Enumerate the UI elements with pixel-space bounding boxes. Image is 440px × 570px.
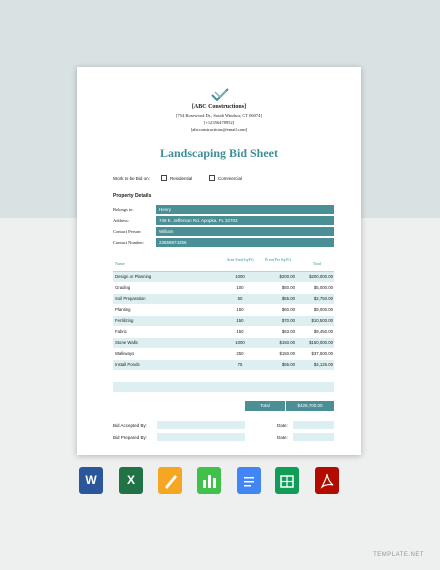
table-header [113,258,334,272]
company-address: [754 Rosewood Dr., South Windsor, CT 06074] [176,113,262,118]
row-area: 150 [236,318,244,323]
row-total: $10,500.00 [311,318,333,323]
pages-icon[interactable] [158,467,182,494]
page-title: Landscaping Bid Sheet [159,146,279,160]
row-name: Grading [115,285,131,290]
row-name: Fabric [115,329,127,334]
row-total: $2,750.00 [313,296,333,301]
row-name: Walkways [115,351,135,356]
row-total: $5,000.00 [313,285,333,290]
table-row-empty [113,382,334,392]
format-icons [0,467,440,497]
row-area: 1000 [235,274,245,279]
header-name: Name [115,261,125,266]
table-row-empty [113,371,334,381]
row-area: 150 [236,307,244,312]
property-details-heading: Property Details [113,193,152,199]
contact-person-field[interactable]: William [156,227,334,236]
row-total: $37,500.00 [311,351,333,356]
table-row [113,272,334,282]
total-value: $428,700.00 [286,401,334,411]
date-label-2: Date: [277,435,288,440]
brand-watermark: TEMPLATE.NET [373,552,424,558]
header-area: Area Size(Sq/Ft) [226,257,254,262]
bid-prepared-field[interactable] [157,433,245,441]
document-page [77,67,361,455]
numbers-icon[interactable] [197,467,221,494]
table-row [113,294,334,304]
bid-accepted-label: Bid Accepted By: [113,423,148,428]
table-row [113,305,334,315]
date-field-1[interactable] [293,421,334,429]
commercial-checkbox[interactable] [209,175,215,181]
address-label: Address: [113,218,129,223]
table-row [113,338,334,348]
row-price: $63.00 [281,329,295,334]
bid-accepted-field[interactable] [157,421,245,429]
row-area: 50 [237,296,243,301]
row-area: 75 [237,362,243,367]
company-phone: [+12356478952] [203,120,235,125]
contact-person-label: Contact Person: [113,229,142,234]
row-area: 1000 [235,340,245,345]
company-logo-icon [211,88,229,101]
table-row [113,327,334,337]
row-price: $70.00 [281,318,295,323]
row-price: $200.00 [279,274,295,279]
date-field-2[interactable] [293,433,334,441]
google-sheets-icon[interactable] [275,467,299,494]
row-area: 100 [236,285,244,290]
residential-label: Residential [170,176,193,181]
row-price: $150.00 [279,351,295,356]
residential-checkbox[interactable] [161,175,167,181]
belongs-to-field[interactable]: Henry [156,205,334,214]
total-label: Total [245,401,285,411]
row-name: Fertilizing [115,318,134,323]
excel-icon[interactable]: X [119,467,143,494]
belongs-to-label: Belongs to: [113,207,134,212]
row-total: $200,000.00 [309,274,333,279]
row-price: $55.00 [281,296,295,301]
pdf-icon[interactable] [315,467,339,494]
address-field[interactable]: 749 E. Jefferson Rd. Apopka, FL 32703 [156,216,334,225]
row-total: $9,450.00 [313,329,333,334]
row-total: $9,000.00 [313,307,333,312]
contact-number-label: Contact Number: [113,240,145,245]
header-price: Price(Per Sq/Ft) [265,257,291,262]
row-price: $55.00 [281,362,295,367]
company-email: [abcconstructions@email.com] [190,127,248,132]
table-row [113,283,334,293]
row-price: $150.00 [279,340,295,345]
row-name: Stone Walls [115,340,138,345]
work-to-bid-label: Work to be Bid on: [113,176,150,181]
google-docs-icon[interactable] [237,467,261,494]
company-name: [ABC Constructions] [191,104,247,110]
word-icon[interactable]: W [79,467,103,494]
row-area: 250 [236,351,244,356]
contact-number-field[interactable]: 23659874256 [156,238,334,247]
row-price: $60.00 [281,307,295,312]
header-total: Total [312,261,322,266]
table-row [113,349,334,359]
row-area: 150 [236,329,244,334]
row-name: Soil Preparation [115,296,146,301]
row-name: Install Ponds [115,362,140,367]
row-name: Design or Planning [115,274,152,279]
table-row [113,316,334,326]
commercial-label: Commercial [218,176,243,181]
row-total: $4,125.00 [313,362,333,367]
date-label-1: Date: [277,423,288,428]
row-total: $150,000.00 [309,340,333,345]
bid-prepared-label: Bid Prepared By: [113,435,148,440]
row-price: $50.00 [281,285,295,290]
table-row [113,360,334,370]
row-name: Planting [115,307,131,312]
